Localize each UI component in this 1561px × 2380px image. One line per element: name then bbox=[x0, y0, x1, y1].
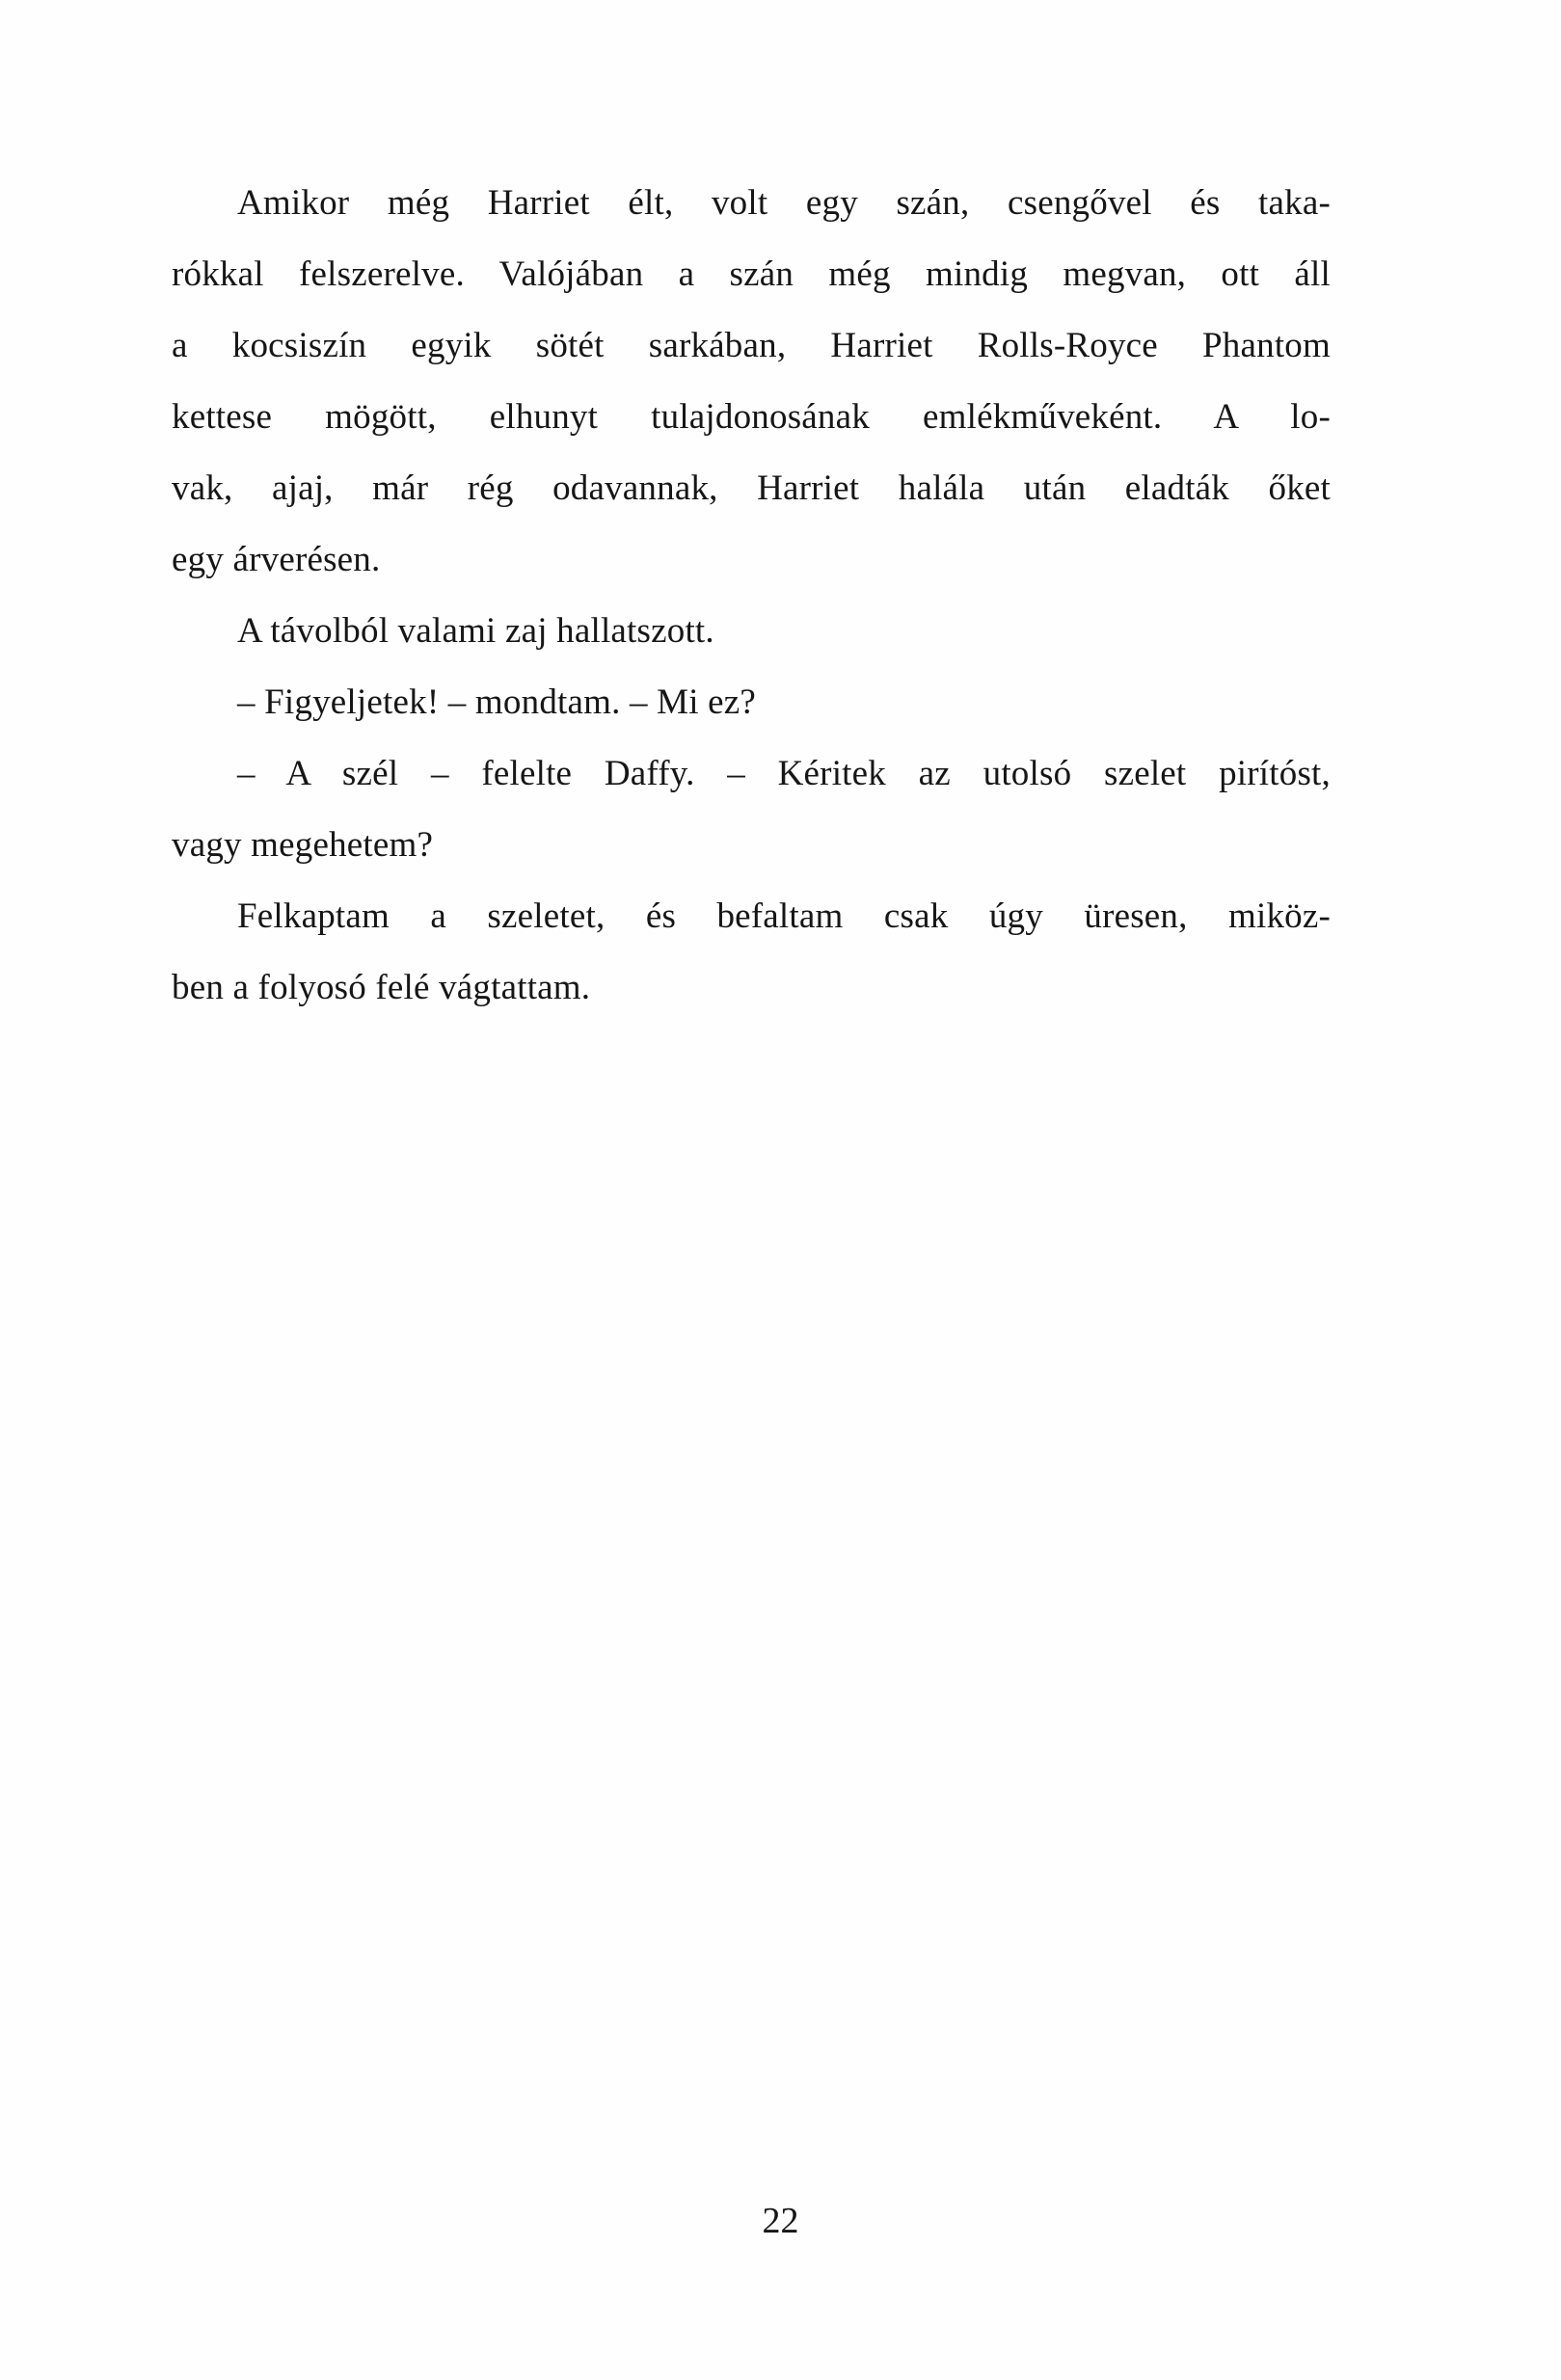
text-line: egy árverésen. bbox=[172, 540, 381, 579]
text-line: Amikor még Harriet élt, volt egy szán, csengővel és taka- bbox=[237, 183, 1331, 223]
text-line: kettese mögött, elhunyt tulajdonosának emlékműveként. A lo- bbox=[172, 397, 1331, 437]
text-block bbox=[172, 168, 1331, 1024]
text-line: Felkaptam a szeletet, és befaltam csak úgy üresen, miköz- bbox=[237, 896, 1331, 936]
text-line: ben a folyosó felé vágtattam. bbox=[172, 968, 591, 1007]
text-line: – A szél – felelte Daffy. – Kéritek az utolsó szelet pirítóst, bbox=[237, 754, 1331, 793]
text-line: vagy megehetem? bbox=[172, 825, 434, 865]
text-line: rókkal felszerelve. Valójában a szán még mindig megvan, ott áll bbox=[172, 254, 1331, 294]
text-line: A távolból valami zaj hallatszott. bbox=[237, 611, 714, 651]
page-number: 22 bbox=[762, 2201, 799, 2241]
text-line: vak, ajaj, már rég odavannak, Harriet halála után eladták őket bbox=[172, 468, 1331, 508]
text-line: – Figyeljetek! – mondtam. – Mi ez? bbox=[237, 682, 757, 722]
text-line: a kocsiszín egyik sötét sarkában, Harriet Rolls-Royce Phantom bbox=[172, 326, 1331, 365]
